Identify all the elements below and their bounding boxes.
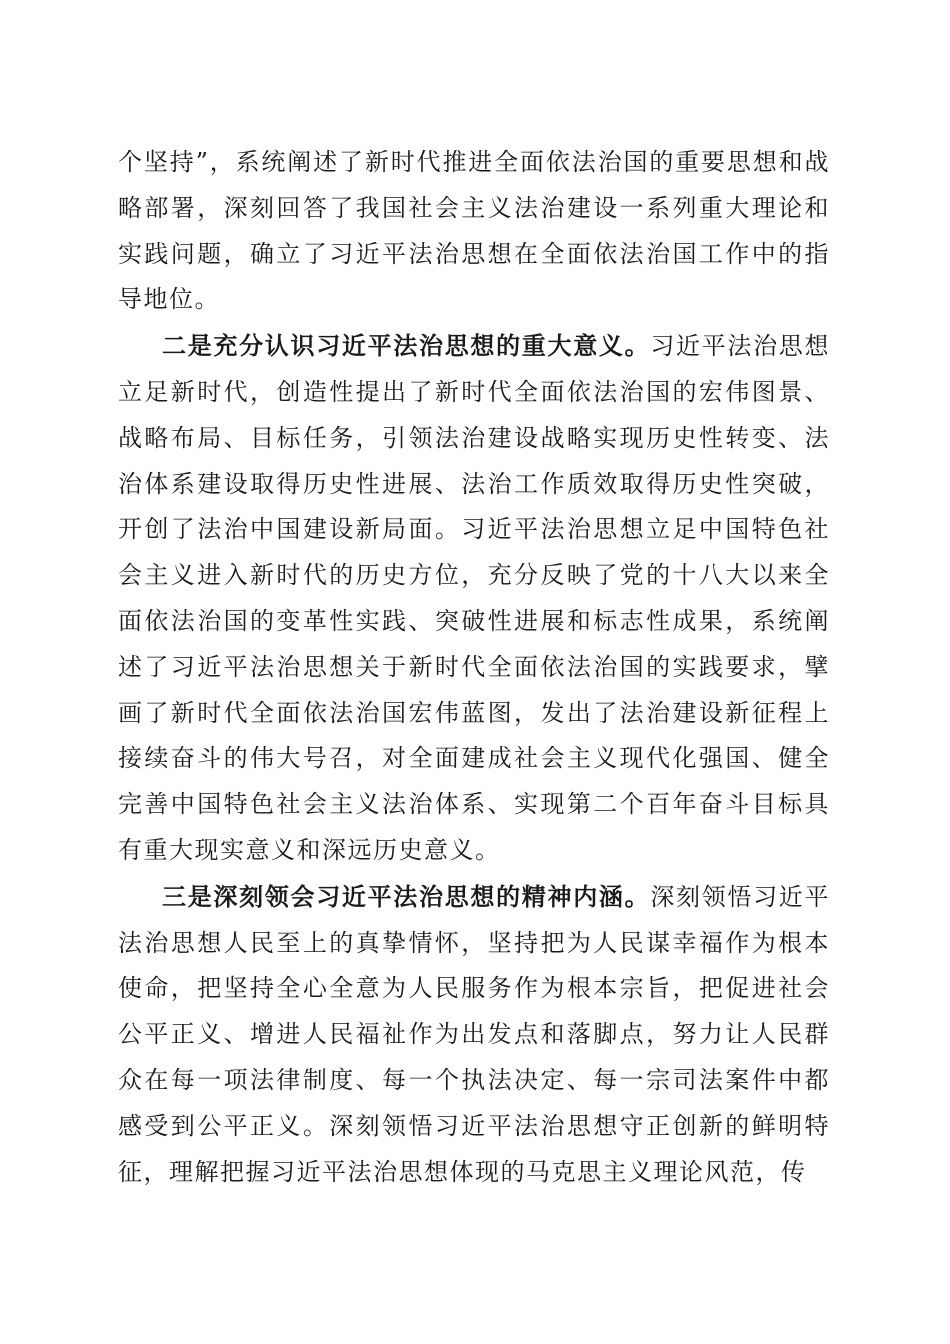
document-body (118, 140, 830, 1195)
paragraph-connotation (118, 874, 830, 1196)
paragraph-body: 个坚持”，系统阐述了新时代推进全面依法治国的重要思想和战略部署，深刻回答了我国社会主义法治建设一系列重大理论和实践问题，确立了习近平法治思想在全面依法治国工作中的指导地位。 (118, 148, 830, 314)
paragraph-heading: 三是深刻领会习近平法治思想的精神内涵。 (162, 881, 651, 911)
paragraph-body: 习近平法治思想立足新时代，创造性提出了新时代全面依法治国的宏伟图景、战略布局、目标任务，引领法治建设战略实现历史性转变、法治体系建设取得历史性进展、法治工作质效取得历史性突破，开创了法治中国建设新局面。习近平法治思想立足中国特色社会主义进入新时代的历史方位，充分反映了党的十八大以来全面依法治国的变革性实践、突破性进展和标志性成果，系统阐述了习近平法治思想关于新时代全面依法治国的实践要求，擘画了新时代全面依法治国宏伟蓝图，发出了法治建设新征程上接续奋斗的伟大号召，对全面建成社会主义现代化强国、健全完善中国特色社会主义法治体系、实现第二个百年奋斗目标具有重大现实意义和深远历史意义。 (118, 332, 831, 864)
paragraph-continuation (118, 140, 830, 323)
paragraph-body: 深刻领悟习近平法治思想人民至上的真挚情怀，坚持把为人民谋幸福作为根本使命，把坚持全心全意为人民服务作为根本宗旨，把促进社会公平正义、增进人民福祉作为出发点和落脚点，努力让人民群众在每一项法律制度、每一个执法决定、每一宗司法案件中都感受到公平正义。深刻领悟习近平法治思想守正创新的鲜明特征，理解把握习近平法治思想体现的马克思主义理论风范，传 (118, 882, 831, 1186)
paragraph-significance (118, 323, 830, 874)
paragraph-heading: 二是充分认识习近平法治思想的重大意义。 (162, 331, 651, 361)
